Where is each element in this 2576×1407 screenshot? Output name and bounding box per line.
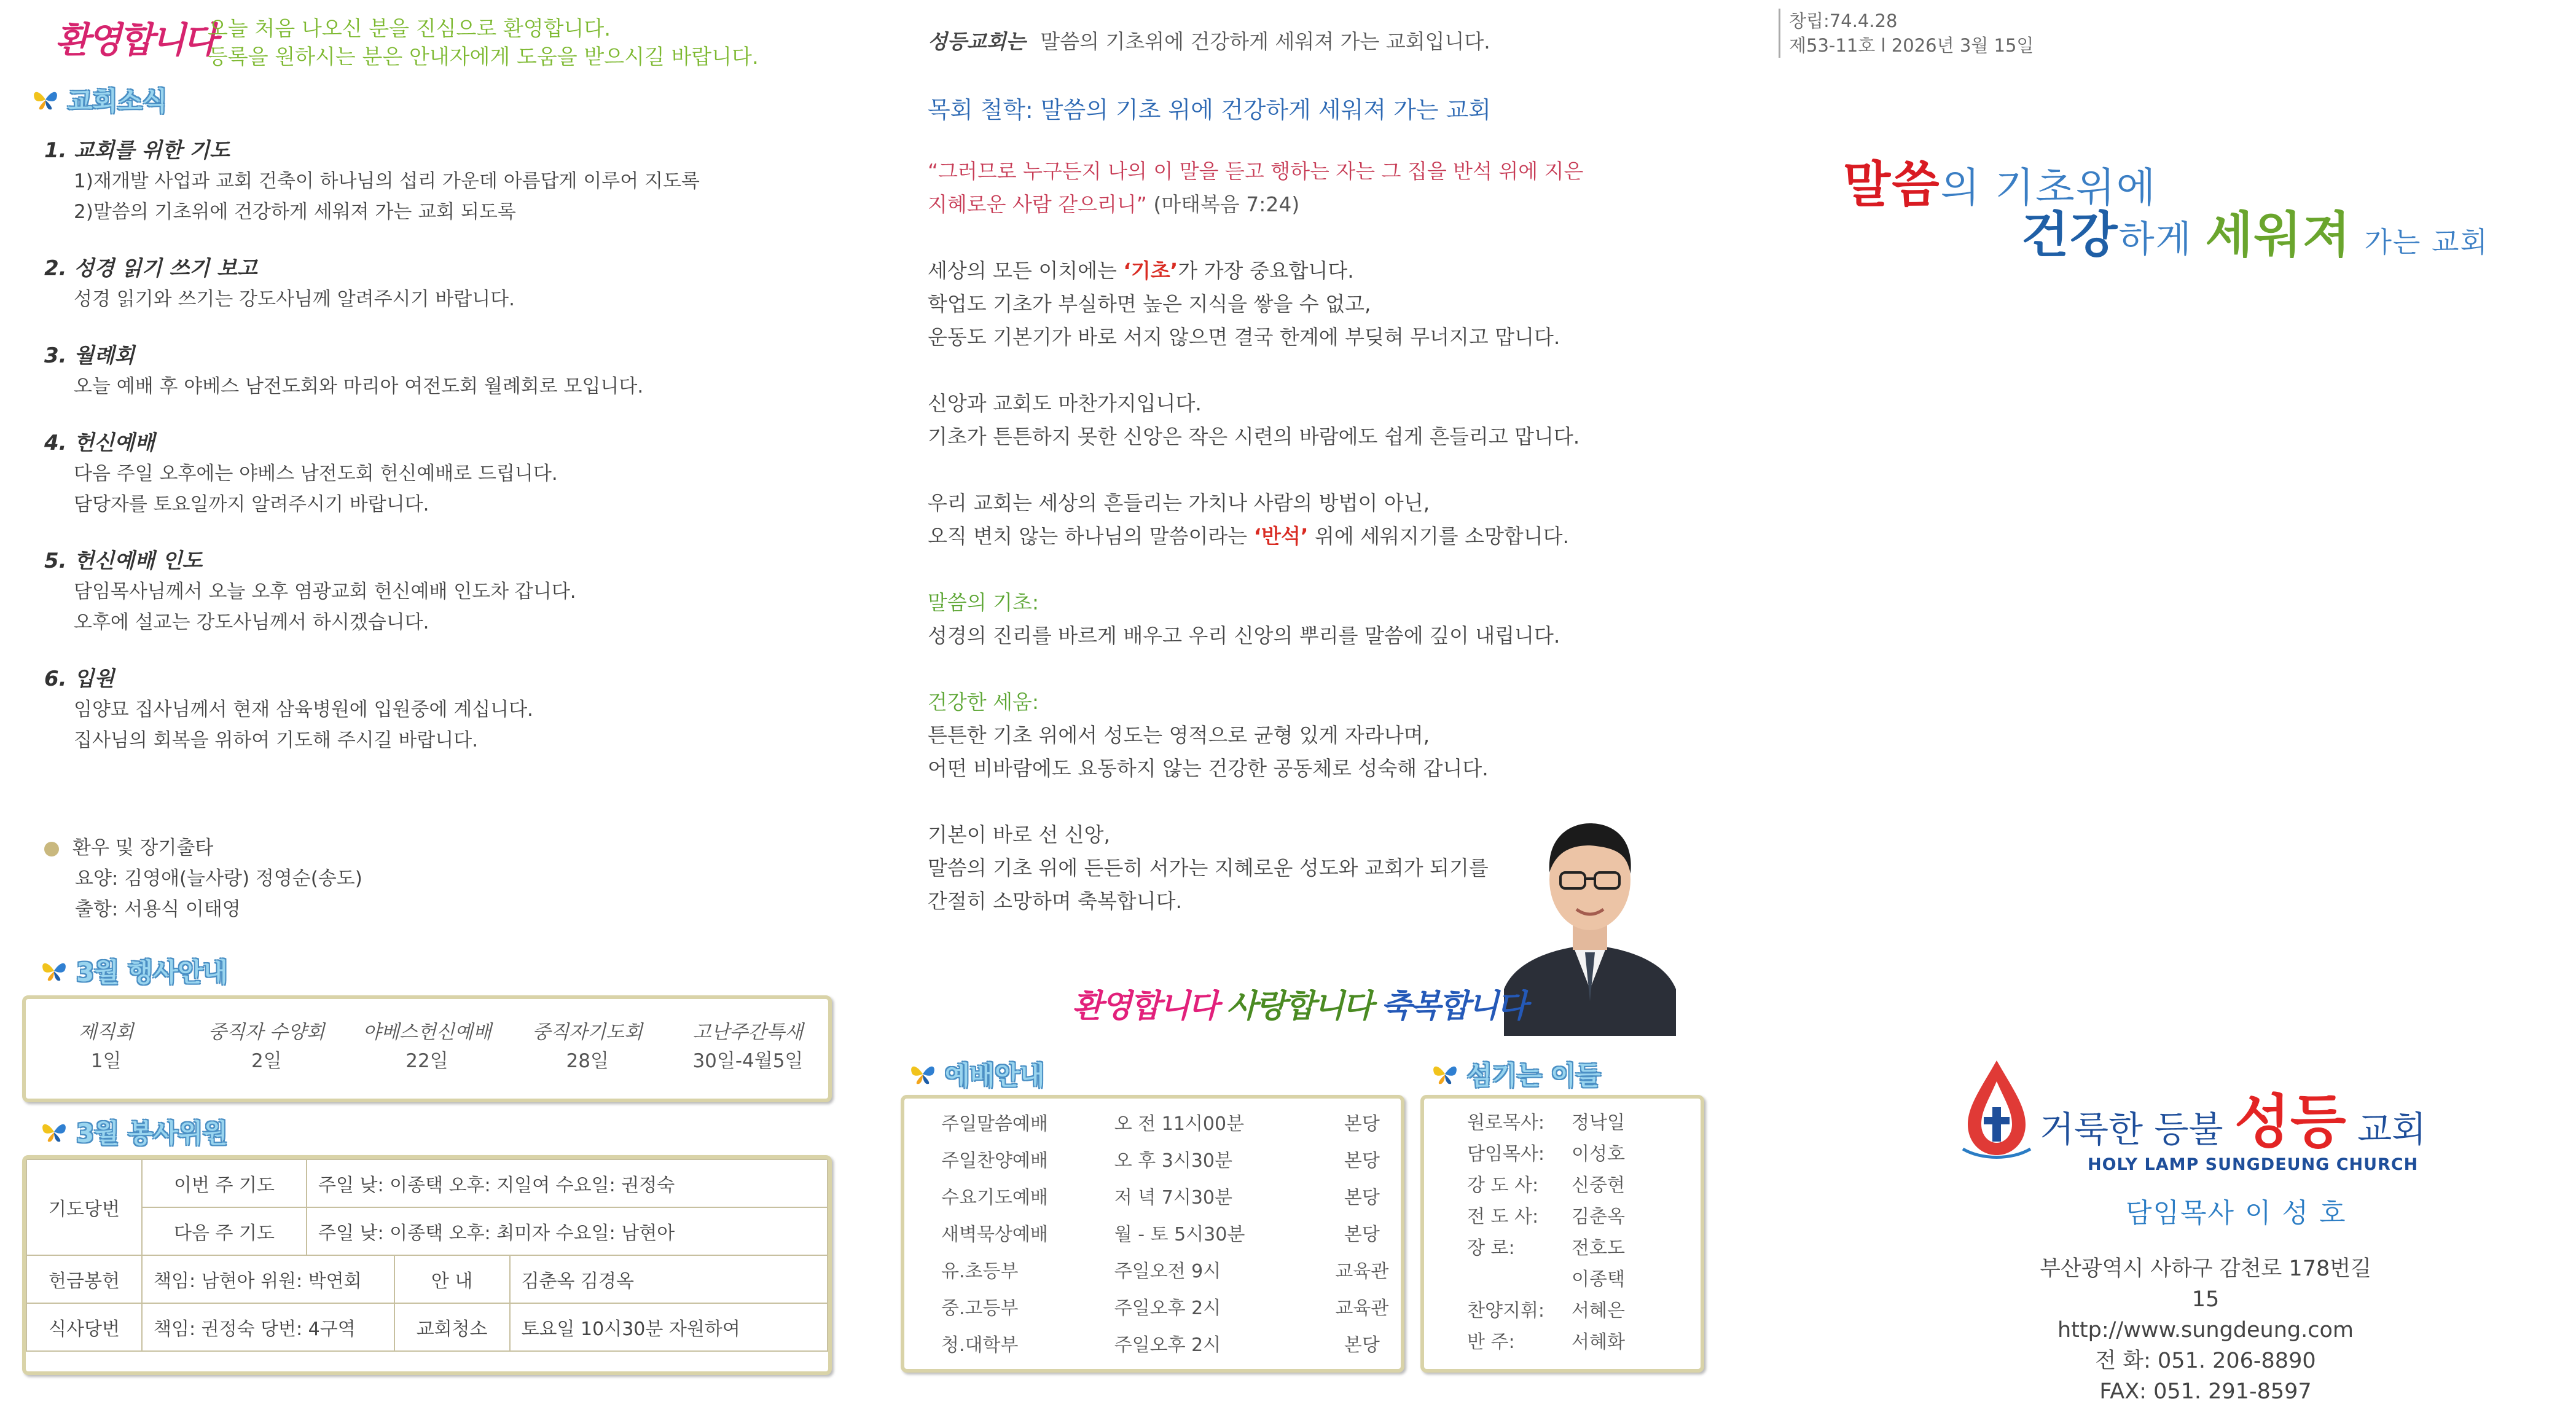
- staff-box: [1420, 1095, 1704, 1373]
- paragraph: 우리 교회는 세상의 흔들리는 가치나 사람의 방법이 아닌, 오직 변치 않는 하나님의 말씀이라는 ‘반석’ 위에 세워지기를 소망합니다.: [928, 491, 1569, 548]
- section-tag-events: 3월 행사안내: [41, 952, 228, 989]
- church-name: 거룩한 등불 성등 교회: [2040, 1089, 2427, 1156]
- pastor-photo: [1504, 805, 1676, 1036]
- event-item: 야베스헌신예배 22일: [362, 1021, 491, 1072]
- news-item: 3. 월례회 오늘 예배 후 야베스 남전도회와 마리아 여전도회 월례회로 모입니다.: [44, 343, 644, 398]
- staff-row: 전 도 사: 김춘옥: [1467, 1206, 1625, 1228]
- welcome-message: 오늘 처음 나오신 분을 진심으로 환영합니다. 등록을 원하시는 분은 안내자에게 도움을 받으시길 바랍니다.: [208, 17, 759, 69]
- butterfly-icon: [41, 1119, 68, 1144]
- event-item: 제직회 1일: [78, 1021, 134, 1072]
- church-intro: 성등교회는 말씀의 기초위에 건강하게 세워져 가는 교회입니다.: [928, 29, 1490, 53]
- event-item: 중직자 수양회 2일: [208, 1021, 325, 1072]
- worship-row: 유.초등부 주일오전 9시 교육관: [941, 1261, 1389, 1282]
- event-item: 중직자기도회 28일: [532, 1021, 643, 1072]
- events-box: [22, 995, 832, 1102]
- senior-pastor: 담임목사 이 성 호: [2126, 1197, 2347, 1229]
- serve-table: 기도당번 이번 주 기도 주일 낮: 이종택 오후: 지일여 수요일: 권정숙 다음 주 기도 주일 낮: 이종택 오후: 최미자 수요일: 남현아 헌금봉헌 책임: 남현아 위원: 박연회 안 내 김춘옥 김경옥 식사당번 책임: 권정숙 당번: 4구역 교회청소 토요일 10시30분 자원하여: [26, 1159, 828, 1352]
- section-tag-serve: 3월 봉사위원: [41, 1113, 228, 1150]
- news-item: 1. 교회를 위한 기도 1)재개발 사업과 교회 건축이 하나님의 섭리 가운데 아름답게 이루어 지도록 2)말씀의 기초위에 건강하게 세워져 가는 교회 되도록: [44, 138, 700, 223]
- staff-row: 원로목사: 정낙일: [1467, 1112, 1625, 1134]
- greeting-handwriting: 환영합니다 사랑합니다 축복합니다: [1072, 987, 1526, 1025]
- website-link[interactable]: http://www.sungdeung.com: [2057, 1318, 2354, 1342]
- paragraph: 건강한 세움: 튼튼한 기초 위에서 성도는 영적으로 균형 있게 자라나며, 어떤 비바람에도 요동하지 않는 건강한 공동체로 성숙해 갑니다.: [928, 690, 1489, 780]
- news-item: 6. 입원 임양묘 집사님께서 현재 삼육병원에 입원중에 계십니다. 집사님의 회복을 위하여 기도해 주시길 바랍니다.: [44, 667, 533, 751]
- cross-flame-logo-icon: [1957, 1057, 2037, 1161]
- worship-row: 주일말씀예배 오 전 11시00분 본당: [941, 1113, 1380, 1135]
- staff-row: 찬양지휘: 서혜은: [1467, 1300, 1625, 1322]
- left-panel: [0, 0, 848, 1379]
- worship-row: 새벽묵상예배 월 - 토 5시30분 본당: [941, 1224, 1380, 1245]
- section-tag-worship: 예배안내: [909, 1056, 1044, 1092]
- bullet-dot-icon: [44, 842, 59, 856]
- slogan-line-1: 말씀의 기초위에: [1843, 156, 2157, 213]
- paragraph: 세상의 모든 이치에는 ‘기초’가 가장 중요합니다. 학업도 기초가 부실하면 높은 지식을 쌓을 수 없고, 운동도 기본기가 바로 서지 않으면 결국 한계에 부딪혀 무너지고 맙니다.: [928, 259, 1560, 349]
- slogan-line-2: 건강하게 세워져 가는 교회: [2021, 206, 2489, 264]
- news-item: 5. 헌신예배 인도 담임목사님께서 오늘 오후 염광교회 헌신예배 인도차 갑니다. 오후에 설교는 강도사님께서 하시겠습니다.: [44, 549, 576, 633]
- worship-row: 청.대학부 주일오후 2시 본당: [941, 1334, 1380, 1356]
- issue-info: 창립:74.4.28 제53-11호 l 2026년 3월 15일: [1779, 9, 2034, 58]
- butterfly-icon: [41, 958, 68, 983]
- paragraph: 말씀의 기초: 성경의 진리를 바르게 배우고 우리 신앙의 뿌리를 말씀에 깊이 내립니다.: [928, 590, 1560, 648]
- bible-verse: “그러므로 누구든지 나의 이 말을 듣고 행하는 자는 그 집을 반석 위에 지은 지혜로운 사람 같으리니” (마태복음 7:24): [928, 159, 1584, 216]
- farewell-notice: 환우 및 장기출타 요양: 김영애(늘사랑) 정영순(송도) 출항: 서용식 이태영: [44, 833, 362, 925]
- worship-box: [901, 1095, 1404, 1373]
- pastoral-philosophy: 목회 철학: 말씀의 기초 위에 건강하게 세워져 가는 교회: [928, 96, 1492, 123]
- news-item: 2. 성경 읽기 쓰기 보고 성경 읽기와 쓰기는 강도사님께 알려주시기 바랍니다.: [44, 256, 515, 310]
- news-list: [44, 135, 812, 782]
- staff-row: 이종택: [1572, 1269, 1625, 1290]
- paragraph: 신앙과 교회도 마찬가지입니다. 기초가 튼튼하지 못한 신앙은 작은 시련의 바람에도 쉽게 흔들리고 맙니다.: [928, 391, 1580, 449]
- staff-row: 장 로: 전호도: [1467, 1237, 1625, 1259]
- staff-row: 강 도 사: 신중현: [1467, 1175, 1625, 1196]
- staff-row: 담임목사: 이성호: [1467, 1143, 1625, 1165]
- butterfly-icon: [32, 87, 59, 112]
- contact-info: 부산광역시 사하구 감천로 178번길 15 http://www.sungdeung.com 전 화: 051. 206-8890 FAX: 051. 291-8597: [2027, 1253, 2384, 1407]
- butterfly-icon: [1431, 1062, 1458, 1086]
- event-item: 고난주간특새 30일-4월5일: [692, 1021, 804, 1072]
- worship-row: 중.고등부 주일오후 2시 교육관: [941, 1298, 1389, 1319]
- worship-row: 주일찬양예배 오 후 3시30분 본당: [941, 1150, 1380, 1172]
- news-item: 4. 헌신예배 다음 주일 오후에는 야베스 남전도회 헌신예배로 드립니다. 담당자를 토요일까지 알려주시기 바랍니다.: [44, 431, 558, 515]
- staff-row: 반 주: 서혜화: [1467, 1331, 1625, 1353]
- welcome-handwriting: 환영합니다: [55, 19, 216, 61]
- butterfly-icon: [909, 1062, 936, 1086]
- paragraph: 기본이 바로 선 신앙, 말씀의 기초 위에 든든히 서가는 지혜로운 성도와 교회가 되기를 간절히 소망하며 축복합니다.: [928, 823, 1489, 913]
- worship-row: 수요기도예배 저 녁 7시30분 본당: [941, 1187, 1380, 1209]
- church-english-name: HOLY LAMP SUNGDEUNG CHURCH: [2088, 1155, 2419, 1174]
- section-tag-staff: 섬기는 이들: [1431, 1056, 1600, 1092]
- serve-table-box: [22, 1155, 832, 1375]
- section-tag-news: 교회소식: [32, 81, 167, 118]
